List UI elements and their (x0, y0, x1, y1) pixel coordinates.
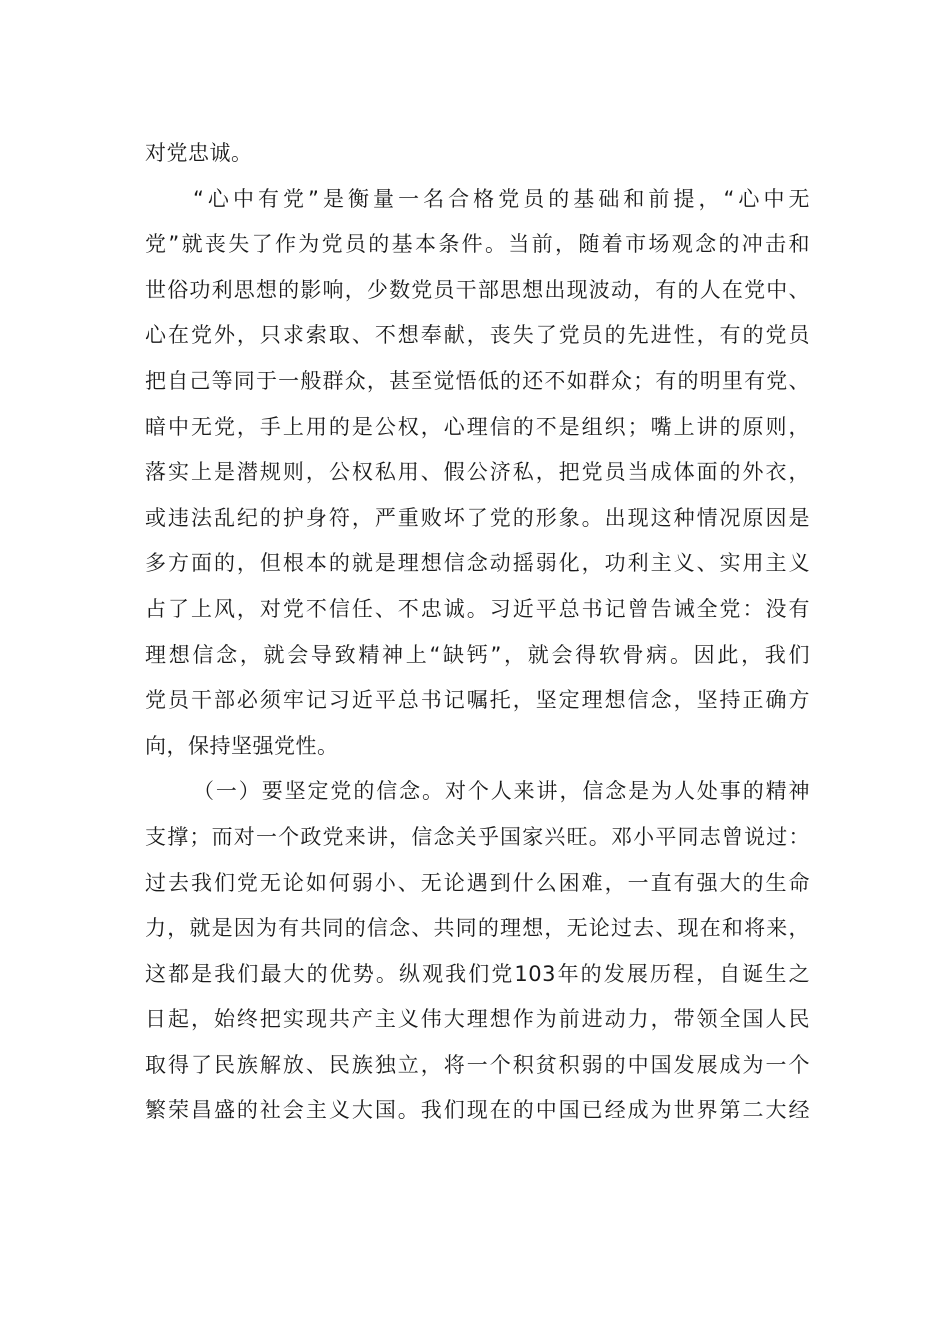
text-line: 支撑；而对一个政党来讲，信念关乎国家兴旺。邓小平同志曾说过： (145, 824, 810, 849)
text-line: 党”就丧失了作为党员的基本条件。当前，随着市场观念的冲击和 (145, 232, 810, 257)
text-line: 占了上风，对党不信任、不忠诚。习近平总书记曾告诫全党：没有 (145, 596, 810, 621)
text-line: 或违法乱纪的护身符，严重败坏了党的形象。出现这种情况原因是 (145, 505, 810, 530)
text-line: 世俗功利思想的影响，少数党员干部思想出现波动，有的人在党中、 (145, 277, 810, 302)
text-line: 这都是我们最大的优势。纵观我们党103年的发展历程，自诞生之 (145, 961, 810, 986)
text-line: 取得了民族解放、民族独立，将一个积贫积弱的中国发展成为一个 (145, 1052, 810, 1077)
text-line: 日起，始终把实现共产主义伟大理想作为前进动力，带领全国人民 (145, 1007, 810, 1032)
document-page (145, 131, 810, 1134)
text-line: 多方面的，但根本的就是理想信念动摇弱化，功利主义、实用主义 (145, 551, 810, 576)
text-line: “心中有党”是衡量一名合格党员的基础和前提，“心中无 (193, 186, 810, 211)
text-line: 党员干部必须牢记习近平总书记嘱托，坚定理想信念，坚持正确方 (145, 688, 810, 713)
text-line: 繁荣昌盛的社会主义大国。我们现在的中国已经成为世界第二大经 (145, 1098, 810, 1123)
text-line: 暗中无党，手上用的是公权，心理信的不是组织；嘴上讲的原则， (145, 414, 810, 439)
text-line: 对党忠诚。 (145, 141, 253, 165)
text-line: 力，就是因为有共同的信念、共同的理想，无论过去、现在和将来， (145, 916, 810, 941)
text-line: 过去我们党无论如何弱小、无论遇到什么困难，一直有强大的生命 (145, 870, 810, 895)
text-line: 把自己等同于一般群众，甚至觉悟低的还不如群众；有的明里有党、 (145, 368, 810, 393)
text-line: 理想信念，就会导致精神上“缺钙”，就会得软骨病。因此，我们 (145, 642, 810, 667)
text-line: （一）要坚定党的信念。对个人来讲，信念是为人处事的精神 (193, 779, 810, 804)
text-line: 向，保持坚强党性。 (145, 733, 339, 758)
text-line: 心在党外，只求索取、不想奉献，丧失了党员的先进性，有的党员 (145, 323, 810, 348)
text-line: 落实上是潜规则，公权私用、假公济私，把党员当成体面的外衣， (145, 460, 810, 485)
